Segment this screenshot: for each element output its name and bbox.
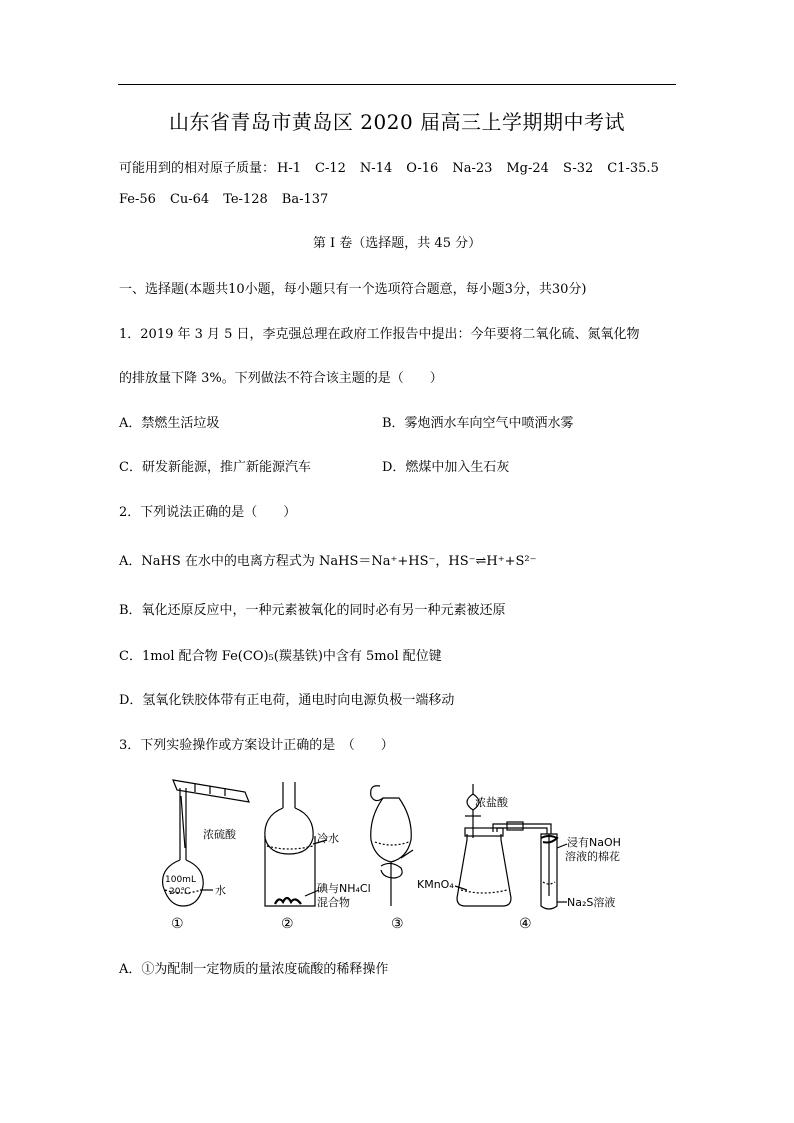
label-soaked-1: 浸有NaOH: [567, 836, 621, 849]
question-2-option-b: B．氧化还原反应中，一种元素被氧化的同时必有另一种元素被还原: [119, 603, 506, 618]
question-2-option-a: A．NaHS 在水中的电离方程式为 NaHS＝Na⁺+HS⁻，HS⁻⇌H⁺+S²⁻: [119, 554, 537, 569]
label-iodine-mix-1: 碘与NH₄Cl: [317, 882, 371, 895]
mass-item: S-32: [562, 161, 594, 176]
mass-item: C-12: [315, 161, 346, 176]
volume-heading: 第 I 卷（选择题，共 45 分）: [312, 236, 482, 251]
mass-item: Mg-24: [506, 161, 549, 176]
mass-item: Fe-56: [119, 192, 156, 207]
question-1-option-b: B．雾炮洒水车向空气中喷洒水雾: [382, 416, 574, 431]
label-na2s: Na₂S溶液: [567, 896, 616, 909]
mass-item: Ba-137: [281, 192, 329, 207]
apparatus-3-separatory-funnel: [371, 786, 413, 906]
label-cold-water: 冷水: [317, 832, 339, 845]
question-2-stem: 2．下列说法正确的是（ ）: [119, 505, 297, 520]
question-2-option-c: C．1mol 配合物 Fe(CO)₅(羰基铁)中含有 5mol 配位键: [119, 649, 442, 664]
question-1-option-c: C．研发新能源，推广新能源汽车: [119, 460, 311, 475]
label-flask-volume: 100mL: [165, 875, 196, 885]
figure-number-4: ④: [519, 916, 532, 932]
mass-item: Cu-64: [169, 192, 210, 207]
question-1-option-a: A．禁燃生活垃圾: [119, 416, 220, 431]
question-1-stem-line-1: 1．2019 年 3 月 5 日，李克强总理在政府工作报告中提出：今年要将二氧化硫、氮氧化物: [119, 327, 640, 342]
atomic-masses-row-1: [119, 160, 673, 178]
page-title: 山东省青岛市黄岛区 2020 届高三上学期期中考试: [168, 110, 626, 134]
label-kmno4: KMnO₄: [417, 878, 454, 891]
experiment-figure: [155, 778, 621, 933]
label-iodine-mix-2: 混合物: [317, 896, 350, 909]
atomic-masses-label: 可能用到的相对原子质量：: [119, 161, 276, 176]
mass-item: N-14: [359, 161, 393, 176]
figure-number-3: ③: [391, 916, 404, 932]
figure-number-1: ①: [171, 916, 184, 932]
mass-item: Te-128: [223, 192, 268, 207]
label-soaked-2: 溶液的棉花: [565, 850, 620, 863]
mass-item: C1-35.5: [607, 161, 659, 176]
mass-item: Na-23: [452, 161, 493, 176]
mass-item: H-1: [277, 161, 302, 176]
label-conc-hcl: 浓盐酸: [475, 796, 508, 809]
apparatus-4-gas-generation: [455, 784, 567, 909]
experiment-apparatus-drawing: [155, 778, 621, 933]
question-3-option-a: A．①为配制一定物质的量浓度硫酸的稀释操作: [119, 962, 389, 977]
top-rule: [118, 84, 676, 85]
figure-number-2: ②: [281, 916, 294, 932]
question-2-option-d: D．氢氧化铁胶体带有正电荷，通电时向电源负极一端移动: [119, 693, 455, 708]
question-3-stem: 3．下列实验操作或方案设计正确的是 （ ）: [119, 738, 394, 753]
section-heading: 一、选择题(本题共10小题，每小题只有一个选项符合题意，每小题3分，共30分): [119, 282, 587, 297]
mass-item: O-16: [406, 161, 439, 176]
label-conc-sulfuric: 浓硫酸: [203, 828, 236, 841]
label-water: 水: [215, 884, 226, 897]
label-flask-temp: 20℃: [169, 887, 191, 897]
question-1-option-d: D．燃煤中加入生石灰: [382, 460, 510, 475]
atomic-masses-row-2: [119, 191, 342, 209]
question-1-stem-line-2: 的排放量下降 3%。下列做法不符合该主题的是（ ）: [119, 371, 443, 386]
